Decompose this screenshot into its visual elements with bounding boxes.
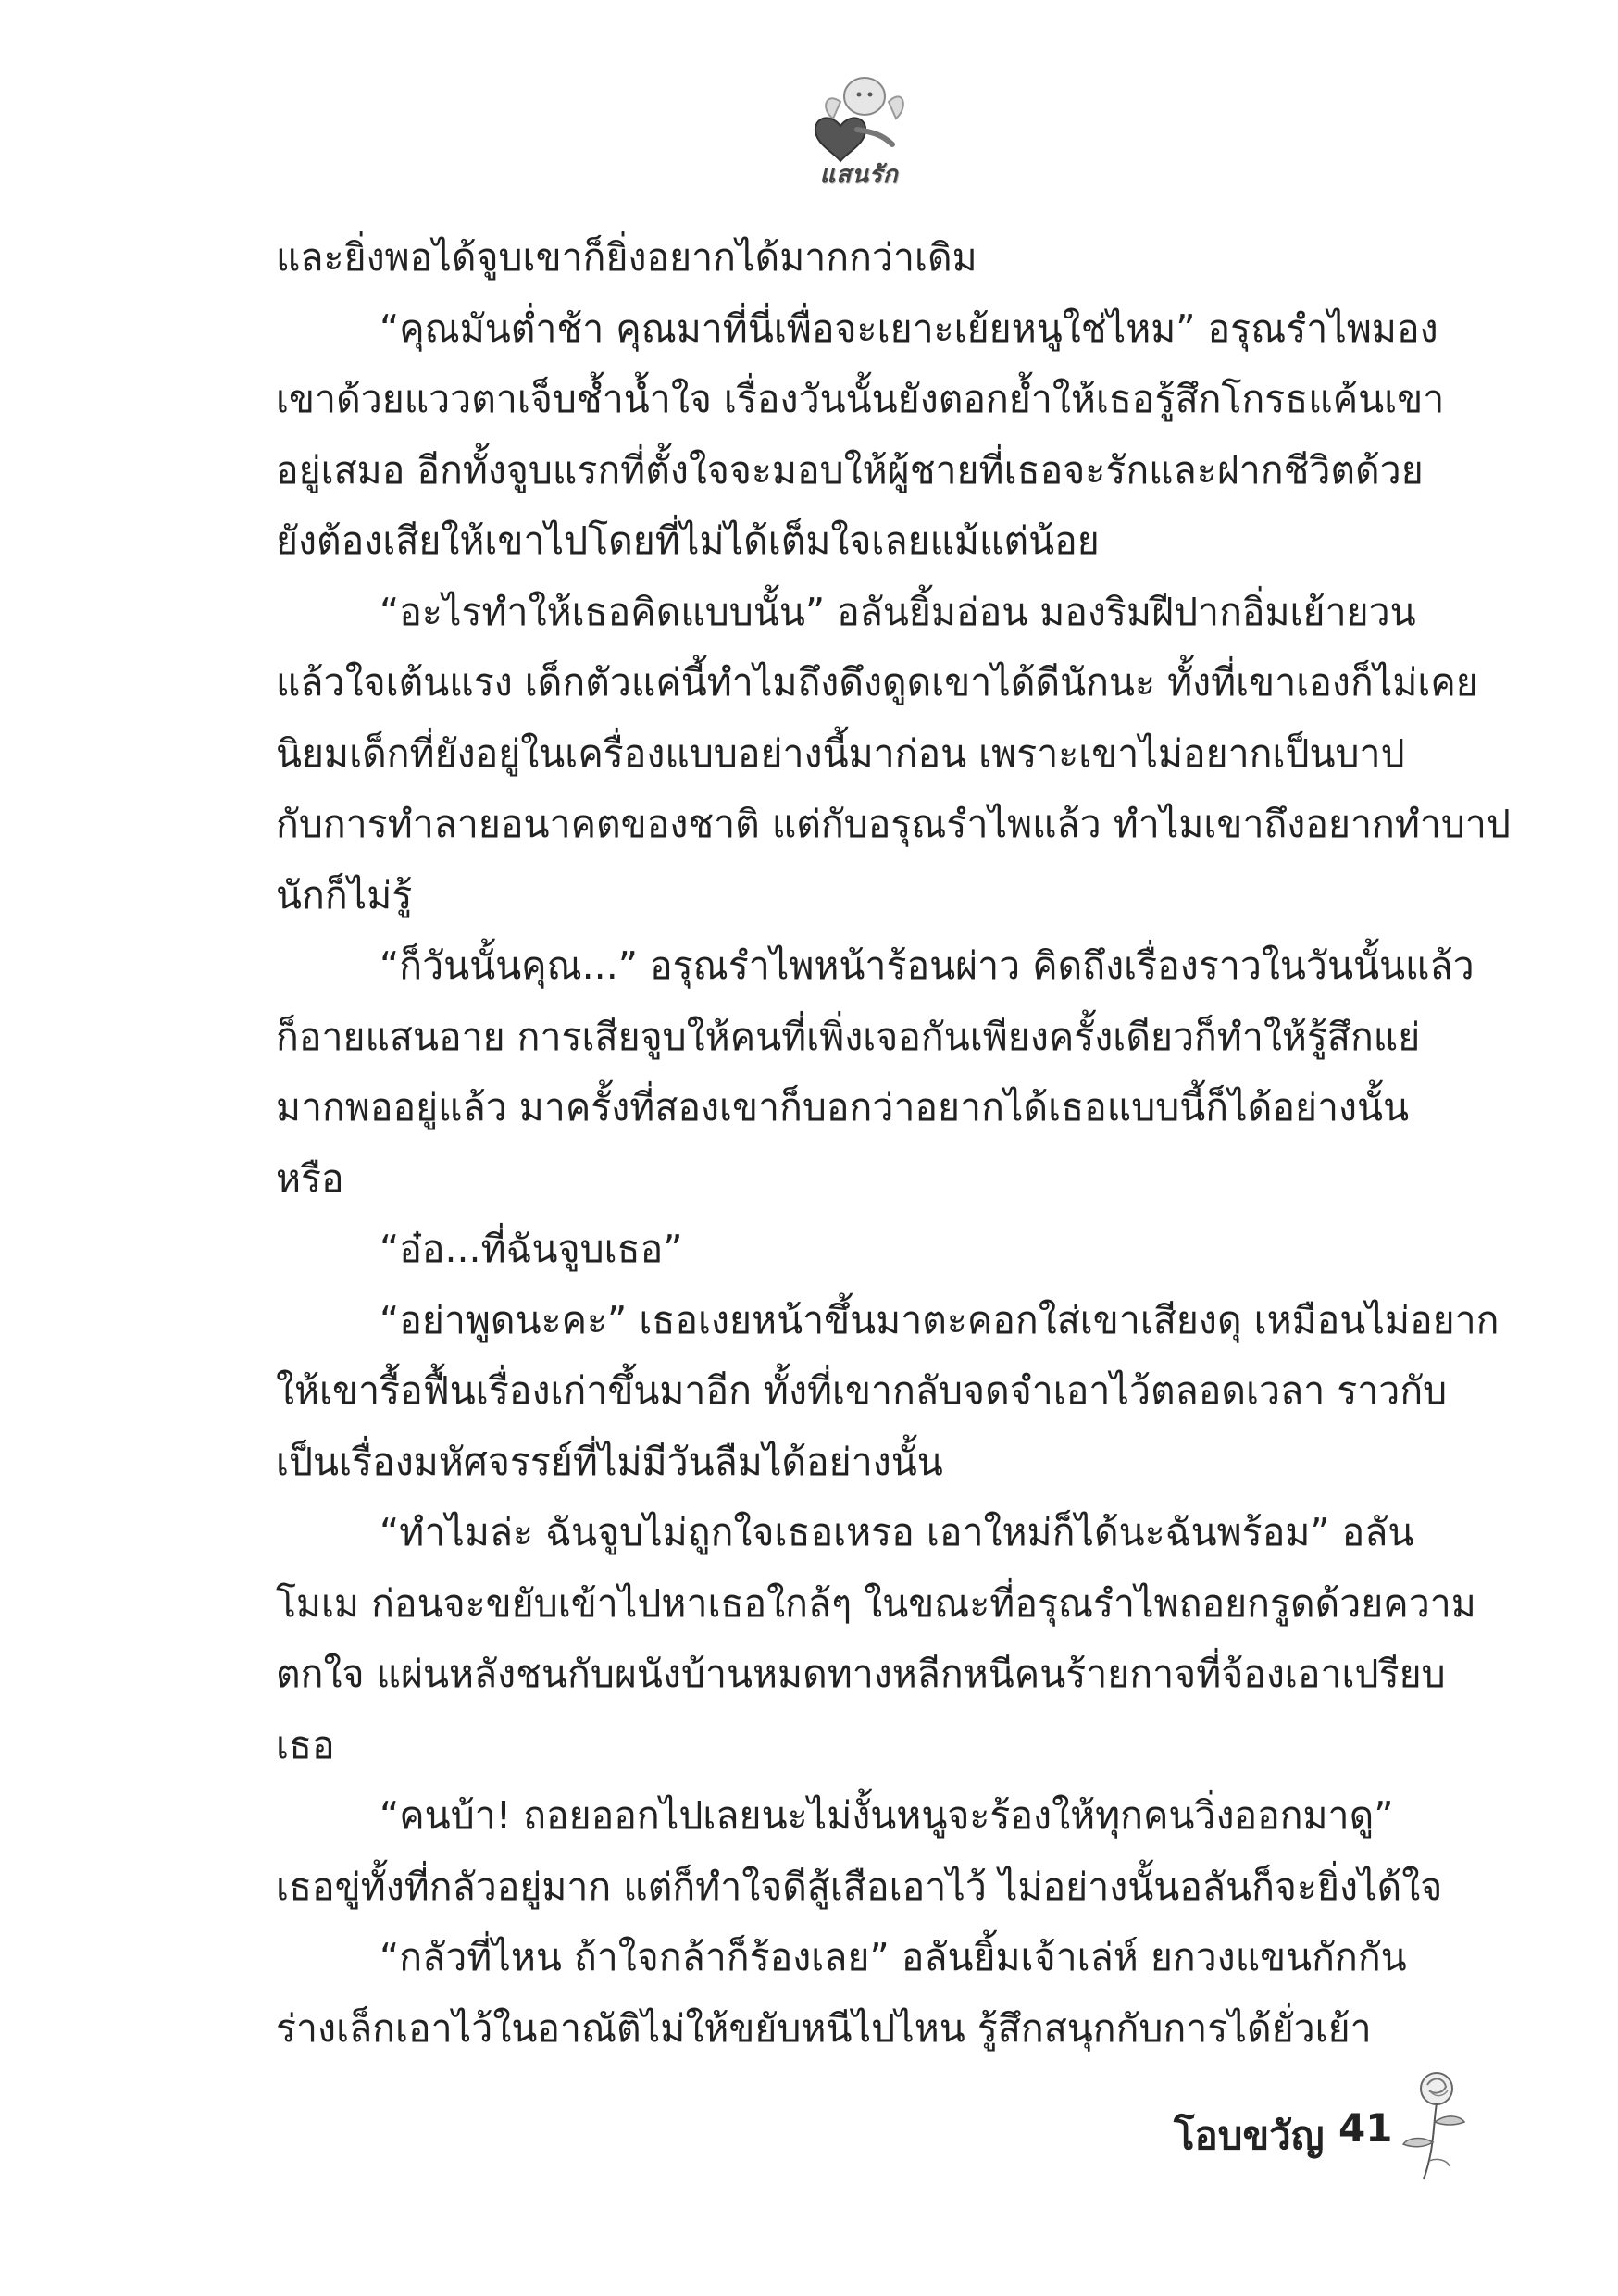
text-line: ตกใจ แผ่นหลังชนกับผนังบ้านหมดทางหลีกหนีคนร้ายกาจที่จ้องเอาเปรียบ bbox=[276, 1652, 1446, 1696]
cupid-heart-icon bbox=[803, 65, 915, 167]
text-line: เธอขู่ทั้งที่กลัวอยู่มาก แต่ก็ทำใจดีสู้เสือเอาไว้ ไม่อย่างนั้นอลันก็จะยิ่งได้ใจ bbox=[276, 1864, 1443, 1909]
text-line: “กลัวที่ไหน ถ้าใจกล้าก็ร้องเลย” อลันยิ้มเจ้าเล่ห์ ยกวงแขนกักกัน bbox=[380, 1935, 1407, 1979]
text-line: “ก็วันนั้นคุณ...” อรุณรำไพหน้าร้อนผ่าว คิดถึงเรื่องราวในวันนั้นแล้ว bbox=[380, 943, 1475, 988]
text-line: นักก็ไม่รู้ bbox=[276, 872, 413, 917]
text-line: “อ๋อ...ที่ฉันจูบเธอ” bbox=[380, 1227, 683, 1271]
text-line: “อะไรทำให้เธอคิดแบบนั้น” อลันยิ้มอ่อน มองริมฝีปากอิ่มเย้ายวน bbox=[380, 589, 1416, 634]
text-line: “อย่าพูดนะคะ” เธอเงยหน้าขึ้นมาตะคอกใส่เขาเสียงดุ เหมือนไม่อยาก bbox=[380, 1297, 1500, 1342]
text-line: “ทำไมล่ะ ฉันจูบไม่ถูกใจเธอเหรอ เอาใหม่ก็ได้นะฉันพร้อม” อลัน bbox=[380, 1510, 1414, 1554]
book-title: โอบขวัญ bbox=[1174, 2113, 1325, 2158]
text-line: แล้วใจเต้นแรง เด็กตัวแค่นี้ทำไมถึงดึงดูดเขาได้ดีนักนะ ทั้งที่เขาเองก็ไม่เคย bbox=[276, 660, 1478, 705]
logo-text: แสนรัก bbox=[819, 161, 899, 189]
text-line: ยังต้องเสียให้เขาไปโดยที่ไม่ได้เต็มใจเลยแม้แต่น้อย bbox=[276, 518, 1100, 563]
text-line: ก็อายแสนอาย การเสียจูบให้คนที่เพิ่งเจอกันเพียงครั้งเดียวก็ทำให้รู้สึกแย่ bbox=[276, 1014, 1421, 1059]
text-line: เขาด้วยแววตาเจ็บช้ำน้ำใจ เรื่องวันนั้นยังตอกย้ำให้เธอรู้สึกโกรธแค้นเขา bbox=[276, 377, 1445, 421]
publisher-logo bbox=[803, 65, 915, 189]
text-line: เธอ bbox=[276, 1722, 335, 1767]
text-line: อยู่เสมอ อีกทั้งจูบแรกที่ตั้งใจจะมอบให้ผู้ชายที่เธอจะรักและฝากชีวิตด้วย bbox=[276, 447, 1424, 493]
text-line: “คุณมันต่ำช้า คุณมาที่นี่เพื่อจะเยาะเย้ยหนูใช่ไหม” อรุณรำไพมอง bbox=[380, 306, 1438, 351]
text-line: กับการทำลายอนาคตของชาติ แต่กับอรุณรำไพแล้ว ทำไมเขาถึงอยากทำบาป bbox=[276, 802, 1511, 846]
text-line: ให้เขารื้อฟื้นเรื่องเก่าขึ้นมาอีก ทั้งที่เขากลับจดจำเอาไว้ตลอดเวลา ราวกับ bbox=[276, 1368, 1448, 1413]
text-line: หรือ bbox=[276, 1155, 344, 1201]
text-line: มากพออยู่แล้ว มาครั้งที่สองเขาก็บอกว่าอยากได้เธอแบบนี้ก็ได้อย่างนั้น bbox=[276, 1085, 1410, 1129]
text-line: นิยมเด็กที่ยังอยู่ในเครื่องแบบอย่างนี้มาก่อน เพราะเขาไม่อยากเป็นบาป bbox=[276, 730, 1405, 776]
text-line: “คนบ้า! ถอยออกไปเลยนะไม่งั้นหนูจะร้องให้ทุกคนวิ่งออกมาดู” bbox=[380, 1793, 1394, 1838]
text-line: และยิ่งพอได้จูบเขาก็ยิ่งอยากได้มากกว่าเดิม bbox=[276, 235, 977, 280]
body-text bbox=[276, 222, 1511, 2064]
page-number: 41 bbox=[1338, 2105, 1393, 2151]
text-line: ร่างเล็กเอาไว้ในอาณัติไม่ให้ขยับหนีไปไหน รู้สึกสนุกกับการได้ยั่วเย้า bbox=[276, 2005, 1372, 2051]
text-line: โมเม ก่อนจะขยับเข้าไปหาเธอใกล้ๆ ในขณะที่อรุณรำไพถอยกรูดด้วยความ bbox=[276, 1580, 1476, 1626]
rose-icon bbox=[1396, 2065, 1470, 2185]
text-line: เป็นเรื่องมหัศจรรย์ที่ไม่มีวันลืมได้อย่างนั้น bbox=[276, 1439, 943, 1484]
